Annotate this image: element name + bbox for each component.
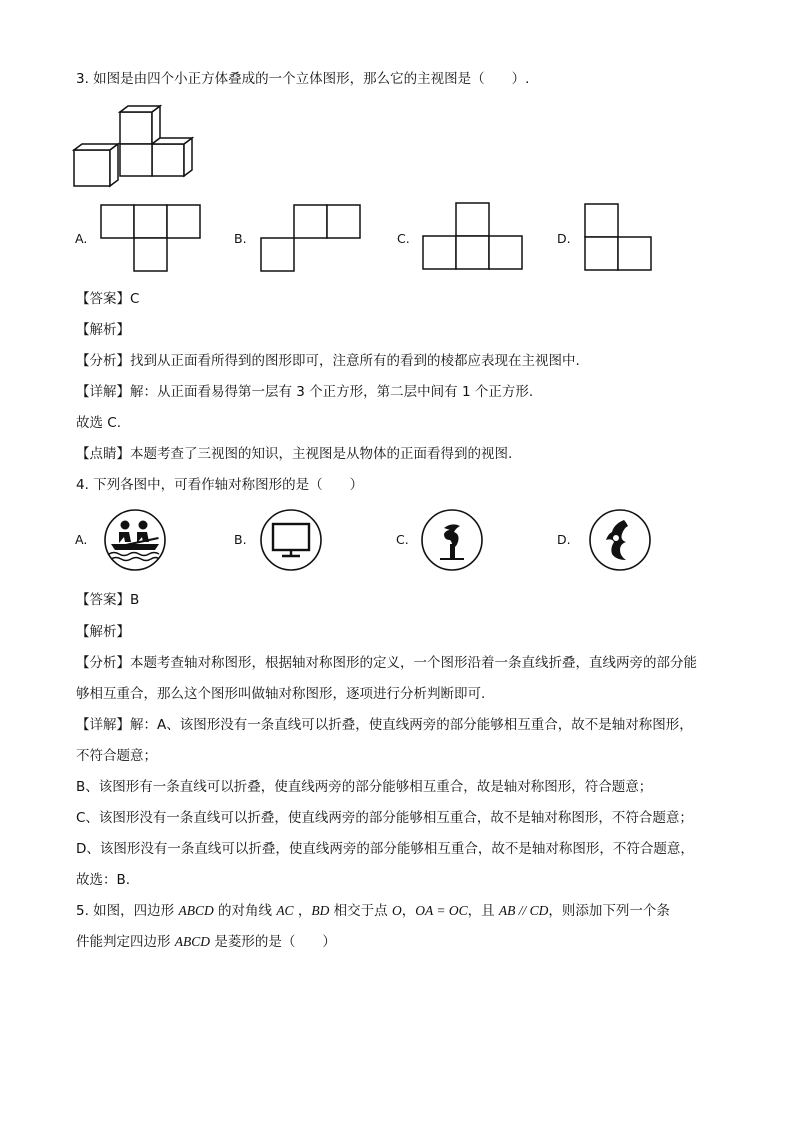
q3-option-a-figure[interactable]: [100, 204, 202, 272]
q3-analysis-tag: 【解析】: [76, 322, 130, 338]
q3-dianjing: [76, 442, 512, 462]
q3-answer: [76, 287, 139, 307]
answer-value: C: [130, 291, 140, 307]
q3-xiangjie: [76, 380, 533, 400]
q4-option-b-explanation: B、该图形有一条直线可以折叠，使直线两旁的部分能够相互重合，故是轴对称图形，符合题意；: [76, 779, 653, 795]
quadrilateral-name: ABCD: [174, 934, 211, 949]
q3-option-c-label[interactable]: C.: [397, 231, 410, 246]
gymnast-icon[interactable]: [420, 508, 484, 572]
q4-stem: 4. 下列各图中，可看作轴对称图形的是（ ）: [76, 477, 364, 493]
q4-option-c-label[interactable]: C.: [396, 532, 409, 547]
answer-value: B: [130, 592, 140, 608]
q4-option-b-label[interactable]: B.: [234, 532, 247, 547]
q4-conclusion: 故选：B.: [76, 872, 131, 888]
point-o: O: [391, 903, 402, 918]
q4-fenxi-line-2: 够相互重合，那么这个图形叫做轴对称图形，逐项进行分析判断即可.: [76, 686, 486, 702]
parallel-ab-cd: AB // CD: [498, 903, 549, 918]
q5-text: 件能判定四边形: [76, 934, 175, 950]
q4-xiangjie-line-2: 不符合题意；: [76, 748, 157, 764]
q5-stem-line-1: [76, 899, 670, 919]
q3-option-a-label[interactable]: A.: [75, 231, 88, 246]
q4-xiangjie-line-1: [76, 713, 693, 733]
fenxi-text: 找到从正面看所得到的图形即可，注意所有的看到的棱都应表现在主视图中.: [130, 353, 580, 369]
q3-option-c-figure[interactable]: [422, 202, 524, 270]
xiangjie-tag: 【详解】: [76, 717, 130, 733]
q5-text: ，且: [467, 903, 499, 919]
q4-analysis-tag: 【解析】: [76, 624, 130, 640]
dianjing-tag: 【点睛】: [76, 446, 130, 462]
q3-option-b-figure[interactable]: [260, 204, 362, 272]
q3-conclusion: 故选 C.: [76, 415, 122, 431]
diagonal-ac: AC: [276, 903, 294, 918]
q4-option-c-explanation: C、该图形没有一条直线可以折叠，使直线两旁的部分能够相互重合，故不是轴对称图形，不符合题意；: [76, 810, 693, 826]
q5-text: 相交于点: [329, 903, 392, 919]
q3-option-d-figure[interactable]: [584, 203, 654, 271]
fenxi-tag: 【分析】: [76, 353, 130, 369]
rowing-icon[interactable]: [103, 508, 167, 572]
q4-option-d-label[interactable]: D.: [557, 532, 571, 547]
dragon-emblem-icon[interactable]: [588, 508, 652, 572]
fenxi-text: 本题考查轴对称图形，根据轴对称图形的定义，一个图形沿着一条直线折叠，直线两旁的部分能: [130, 655, 697, 671]
q5-text: 是菱形的是（ ）: [210, 934, 336, 950]
xiangjie-text: 解：A、该图形没有一条直线可以折叠，使直线两旁的部分能够相互重合，故不是轴对称图形，: [130, 717, 693, 733]
dianjing-text: 本题考查了三视图的知识，主视图是从物体的正面看得到的视图.: [130, 446, 513, 462]
q5-text: ，: [293, 903, 312, 919]
diagonal-bd: BD: [311, 903, 330, 918]
q5-text: 5. 如图，四边形: [76, 903, 179, 919]
answer-tag: 【答案】: [76, 291, 130, 307]
q3-fenxi: [76, 349, 580, 369]
q3-option-b-label[interactable]: B.: [234, 231, 247, 246]
quadrilateral-name: ABCD: [178, 903, 214, 918]
cube-stack-figure: [74, 106, 200, 190]
q3-stem: 3. 如图是由四个小正方体叠成的一个立体图形，那么它的主视图是（ ）.: [76, 71, 530, 87]
q4-option-a-label[interactable]: A.: [75, 532, 88, 547]
q4-option-d-explanation: D、该图形没有一条直线可以折叠，使直线两旁的部分能够相互重合，故不是轴对称图形，不符合题意，: [76, 841, 694, 857]
q3-option-d-label[interactable]: D.: [557, 231, 571, 246]
equation-oa-oc: OA = OC: [415, 903, 468, 918]
q5-text: ，则添加下列一个条: [548, 903, 670, 919]
q4-fenxi-line-1: [76, 651, 697, 671]
monitor-icon[interactable]: [259, 508, 323, 572]
fenxi-tag: 【分析】: [76, 655, 130, 671]
answer-tag: 【答案】: [76, 592, 130, 608]
q5-text: 的对角线: [213, 903, 277, 919]
xiangjie-tag: 【详解】: [76, 384, 130, 400]
q5-stem-line-2: [76, 930, 336, 950]
q4-answer: [76, 588, 139, 608]
xiangjie-text: 解：从正面看易得第一层有 3 个正方形，第二层中间有 1 个正方形.: [130, 384, 534, 400]
q5-text: ，: [401, 903, 416, 919]
